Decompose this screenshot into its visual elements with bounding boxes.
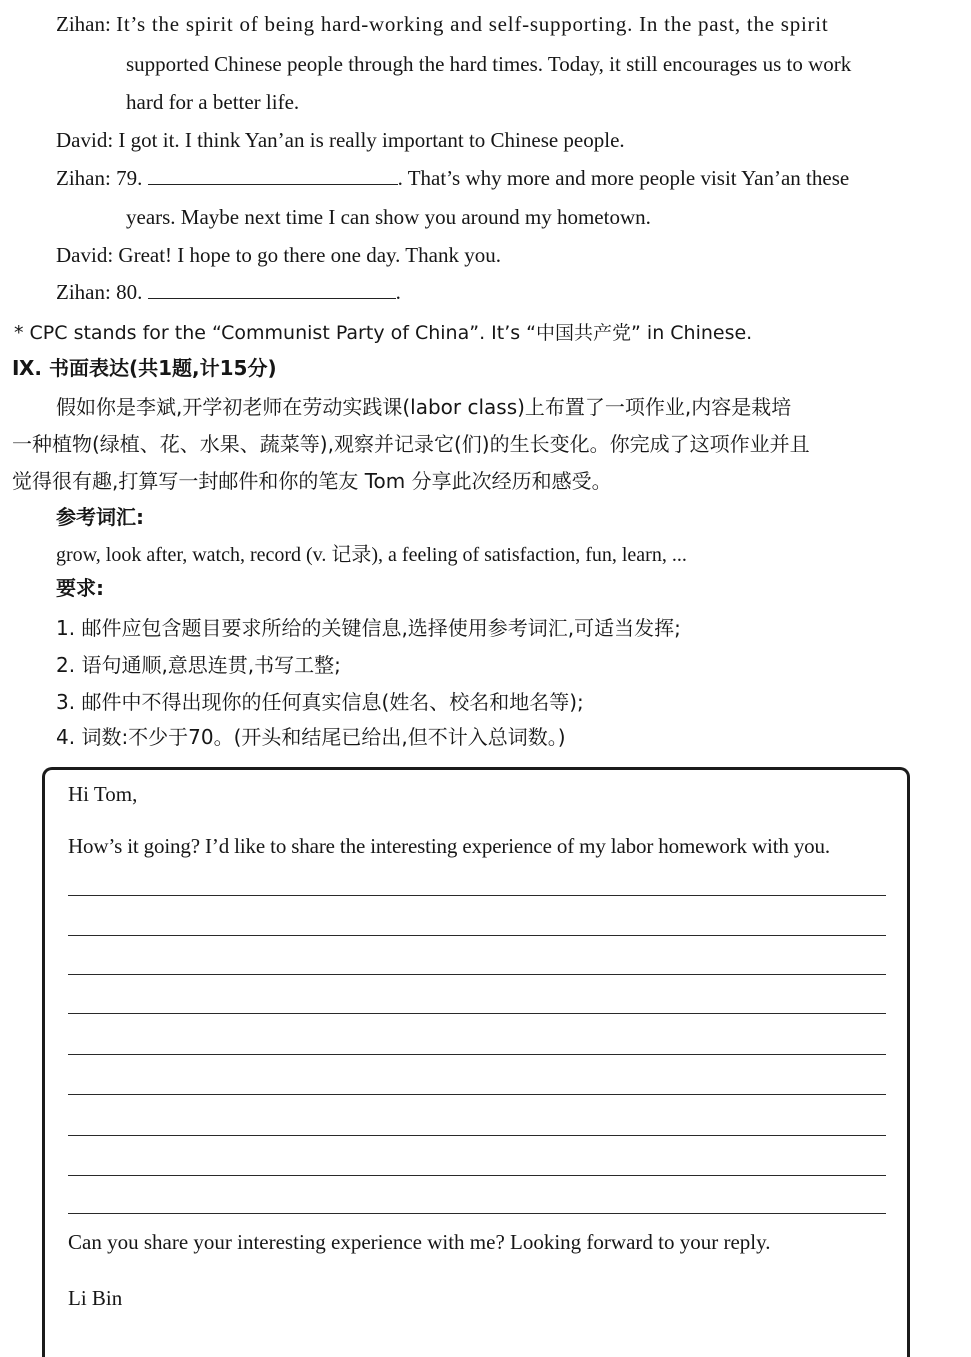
dialogue-text: . That’s why more and more people visit Yan’an these: [397, 166, 850, 190]
dialogue-line-4: [56, 128, 625, 153]
writing-line[interactable]: [68, 1054, 886, 1055]
writing-line[interactable]: [68, 1175, 886, 1176]
writing-line[interactable]: [68, 895, 886, 896]
vocab-list: grow, look after, watch, record (v. 记录), a feeling of satisfaction, fun, learn, ...: [56, 544, 687, 566]
dialogue-line-2: supported Chinese people through the hard times. Today, it still encourages us to work: [126, 52, 852, 76]
speaker-label: David:: [56, 128, 114, 152]
requirement-4: 4. 词数:不少于70。(开头和结尾已给出,但不计入总词数。): [56, 725, 566, 749]
writing-line[interactable]: [68, 1013, 886, 1014]
dialogue-line-3: hard for a better life.: [126, 90, 300, 114]
writing-line[interactable]: [68, 974, 886, 975]
speaker-label: Zihan:: [56, 166, 111, 190]
letter-signature: Li Bin: [68, 1286, 123, 1310]
prompt-line-1: 假如你是李斌,开学初老师在劳动实践课(labor class)上布置了一项作业,内容是栽培: [56, 395, 792, 419]
dialogue-text: I got it. I think Yan’an is really important to Chinese people.: [118, 128, 625, 152]
dialogue-text: It’s the spirit of being hard-working and self-supporting. In the past, the spirit: [116, 12, 829, 36]
letter-greeting: Hi Tom,: [68, 782, 138, 806]
letter-closing: Can you share your interesting experience with me? Looking forward to your reply.: [68, 1230, 771, 1254]
requirement-1: 1. 邮件应包含题目要求所给的关键信息,选择使用参考词汇,可适当发挥;: [56, 616, 681, 640]
prompt-line-3: 觉得很有趣,打算写一封邮件和你的笔友 Tom 分享此次经历和感受。: [12, 469, 612, 493]
dialogue-line-1: [56, 12, 828, 37]
dialogue-line-6: years. Maybe next time I can show you around my hometown.: [126, 205, 651, 229]
question-number: 79.: [116, 166, 143, 190]
dialogue-text: .: [395, 280, 401, 304]
requirement-3: 3. 邮件中不得出现你的任何真实信息(姓名、校名和地名等);: [56, 690, 584, 714]
section-title: Ⅸ. 书面表达(共1题,计15分): [12, 356, 277, 380]
dialogue-text: Great! I hope to go there one day. Thank you.: [118, 243, 501, 267]
dialogue-line-5: [56, 166, 849, 191]
writing-line[interactable]: [68, 1094, 886, 1095]
answer-blank-79[interactable]: [148, 166, 398, 185]
speaker-label: David:: [56, 243, 114, 267]
requirements-heading: 要求:: [56, 576, 104, 600]
vocab-heading: 参考词汇:: [56, 505, 144, 529]
speaker-label: Zihan:: [56, 280, 111, 304]
footnote: * CPC stands for the “Communist Party of China”. It’s “中国共产党” in Chinese.: [14, 322, 753, 344]
writing-line[interactable]: [68, 1135, 886, 1136]
dialogue-line-8: [56, 280, 401, 305]
answer-blank-80[interactable]: [148, 280, 396, 299]
letter-opening: How’s it going? I’d like to share the interesting experience of my labor homework with you.: [68, 834, 830, 858]
requirement-2: 2. 语句通顺,意思连贯,书写工整;: [56, 653, 341, 677]
writing-line[interactable]: [68, 1213, 886, 1214]
prompt-line-2: 一种植物(绿植、花、水果、蔬菜等),观察并记录它(们)的生长变化。你完成了这项作业并且: [12, 432, 810, 456]
speaker-label: Zihan:: [56, 12, 111, 36]
dialogue-line-7: [56, 243, 501, 268]
writing-line[interactable]: [68, 935, 886, 936]
question-number: 80.: [116, 280, 143, 304]
